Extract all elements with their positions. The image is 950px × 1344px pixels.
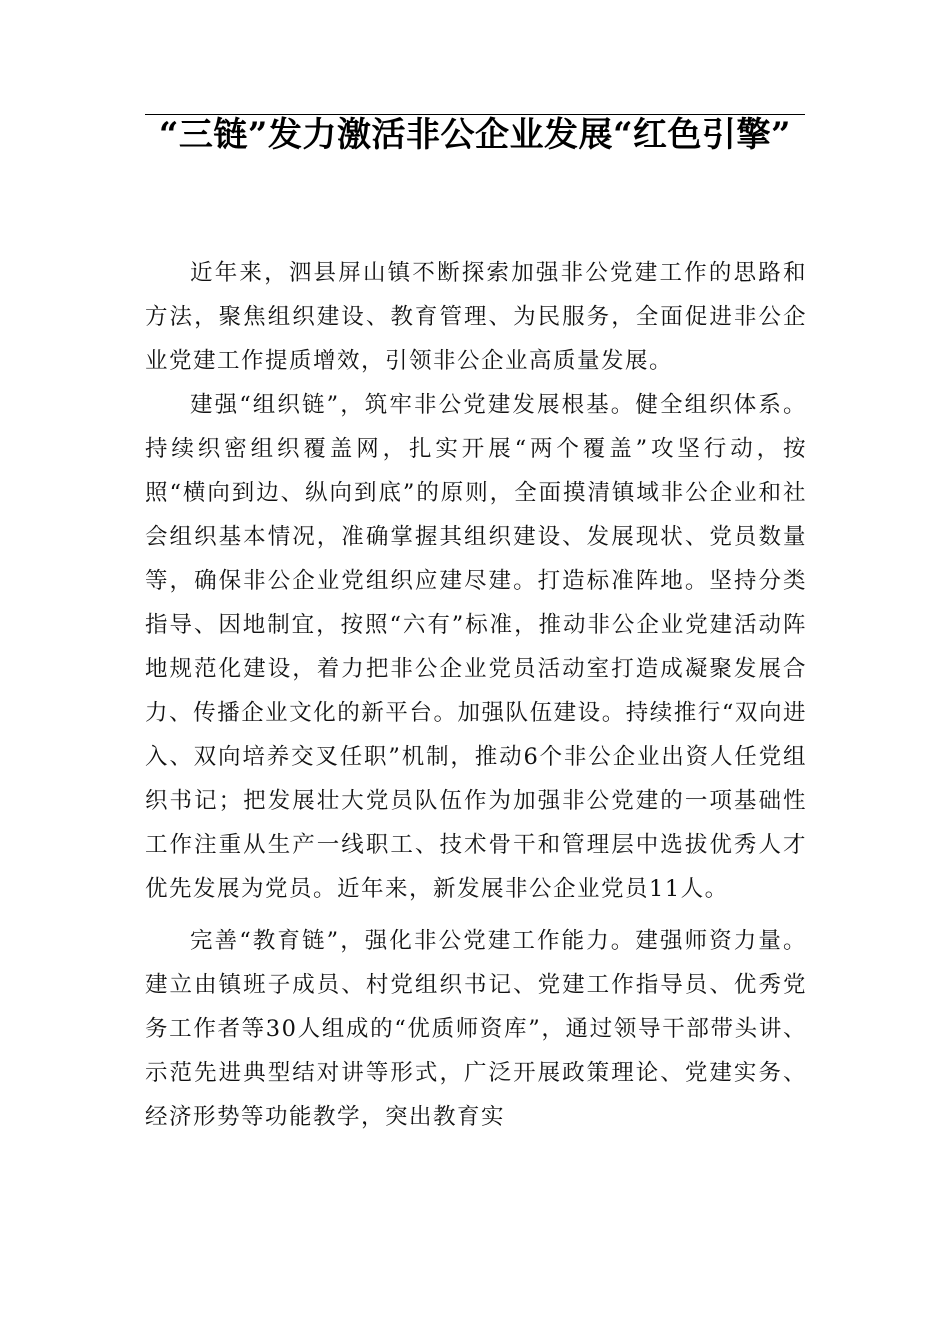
paragraph-education-chain: 完善“教育链”，强化非公党建工作能力。建强师资力量。建立由镇班子成员、村党组织书记、党建工作指导员、优秀党务工作者等30人组成的“优质师资库”，通过领导干部带头讲、示范先进典型结对讲等形式，广泛开展政策理论、党建实务、经济形势等功能教学，突出教育实 [145,928,807,1130]
paragraph-organization-chain: 建强“组织链”，筑牢非公党建发展根基。健全组织体系。持续织密组织覆盖网，扎实开展“两个覆盖”攻坚行动，按照“横向到边、纵向到底”的原则，全面摸清镇域非公企业和社会组织基本情况，准确掌握其组织建设、发展现状、党员数量等，确保非公企业党组织应建尽建。打造标准阵地。坚持分类指导、因地制宜，按照“六有”标准，推动非公企业党建活动阵地规范化建设，着力把非公企业党员活动室打造成凝聚发展合力、传播企业文化的新平台。加强队伍建设。持续推行“双向进入、双向培养交叉任职”机制，推动6个非公企业出资人任党组织书记；把发展壮大党员队伍作为加强非公党建的一项基础性工作注重从生产一线职工、技术骨干和管理层中选拔优秀人才优先发展为党员。近年来，新发展非公企业党员11人。 [145,392,807,902]
document-title: “三链”发力激活非公企业发展“红色引擎” [158,115,792,155]
document-body [145,251,807,1139]
paragraph-intro: 近年来，泗县屏山镇不断探索加强非公党建工作的思路和方法，聚焦组织建设、教育管理、为民服务，全面促进非公企业党建工作提质增效，引领非公企业高质量发展。 [145,260,807,374]
